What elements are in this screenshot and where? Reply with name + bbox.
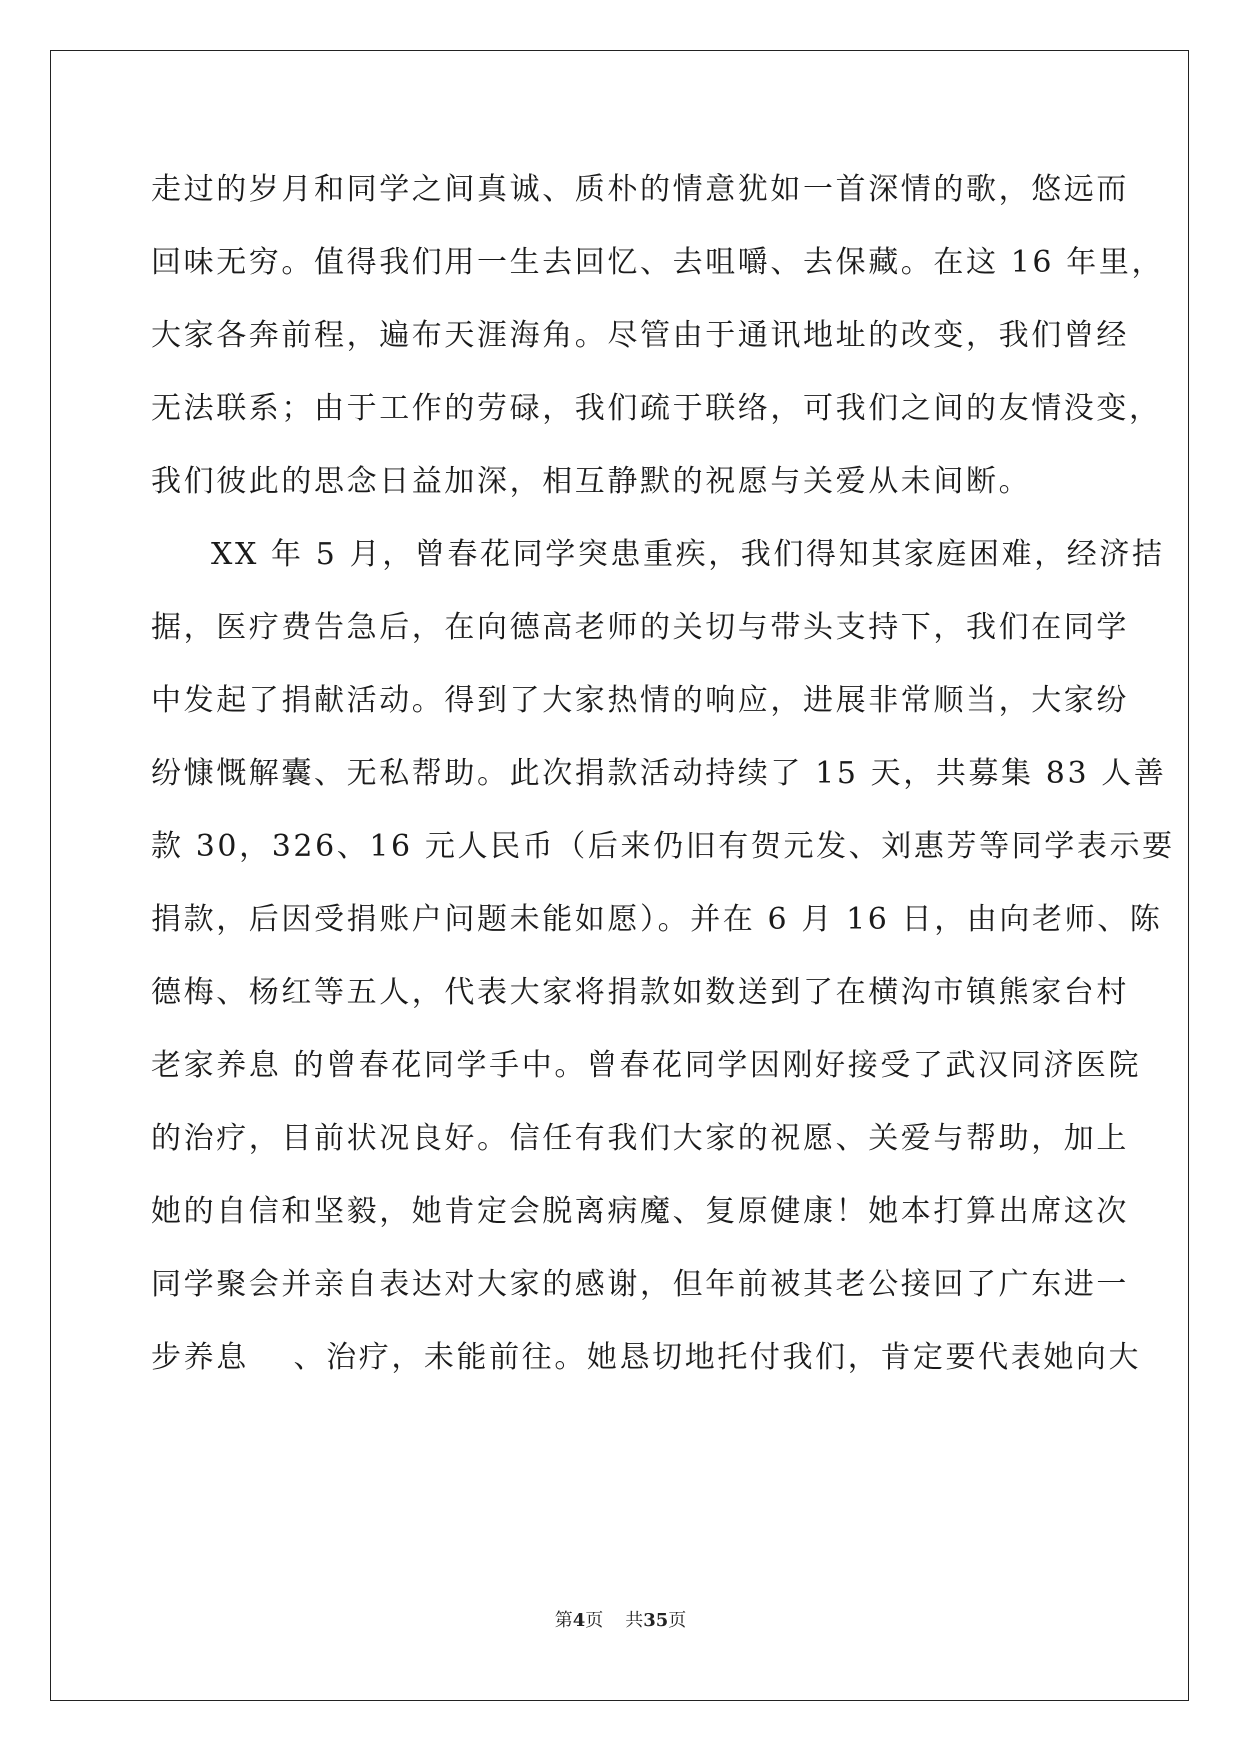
text-line: 步养息 、治疗，未能前往。她恳切地托付我们，肯定要代表她向大 <box>151 1340 1142 1375</box>
text-line: 老家养息 的曾春花同学手中。曾春花同学因刚好接受了武汉同济医院 <box>151 1048 1142 1083</box>
text-line: 款 30，326、16 元人民币（后来仍旧有贺元发、刘惠芳等同学表示要 <box>151 829 1175 864</box>
text-line: 捐款，后因受捐账户问题未能如愿）。并在 6 月 16 日，由向老师、陈 <box>151 902 1163 937</box>
page-number: 4 <box>572 1610 586 1631</box>
footer-prefix: 第 <box>554 1610 573 1631</box>
text-line: 她的自信和坚毅，她肯定会脱离病魔、复原健康！她本打算出席这次 <box>151 1194 1129 1229</box>
text-line: 大家各奔前程，遍布天涯海角。尽管由于通讯地址的改变，我们曾经 <box>151 318 1129 353</box>
text-line: 德梅、杨红等五人，代表大家将捐款如数送到了在横沟市镇熊家台村 <box>151 975 1129 1010</box>
text-line: 纷慷慨解囊、无私帮助。此次捐款活动持续了 15 天，共募集 83 人善 <box>151 756 1167 791</box>
total-pages: 35 <box>643 1610 669 1631</box>
page-border <box>50 50 1189 1701</box>
text-line: 回味无穷。值得我们用一生去回忆、去咀嚼、去保藏。在这 16 年里， <box>151 245 1165 280</box>
paragraph-start-line: XX 年 5 月，曾春花同学突患重疾，我们得知其家庭困难，经济拮 <box>211 537 1165 572</box>
page-footer <box>0 1609 1241 1633</box>
footer-total-suffix: 页 <box>668 1610 687 1631</box>
text-line: 走过的岁月和同学之间真诚、质朴的情意犹如一首深情的歌，悠远而 <box>151 172 1129 207</box>
text-line: 同学聚会并亲自表达对大家的感谢，但年前被其老公接回了广东进一 <box>151 1267 1129 1302</box>
text-line: 的治疗，目前状况良好。信任有我们大家的祝愿、关爱与帮助，加上 <box>151 1121 1129 1156</box>
text-line: 据，医疗费告急后，在向德高老师的关切与带头支持下，我们在同学 <box>151 610 1129 645</box>
footer-total-prefix: 共 <box>625 1610 644 1631</box>
text-line: 我们彼此的思念日益加深，相互静默的祝愿与关爱从未间断。 <box>151 464 1032 499</box>
text-line: 无法联系；由于工作的劳碌，我们疏于联络，可我们之间的友情没变， <box>151 391 1162 426</box>
text-line: 中发起了捐献活动。得到了大家热情的响应，进展非常顺当，大家纷 <box>151 683 1129 718</box>
footer-page-suffix: 页 <box>585 1610 604 1631</box>
